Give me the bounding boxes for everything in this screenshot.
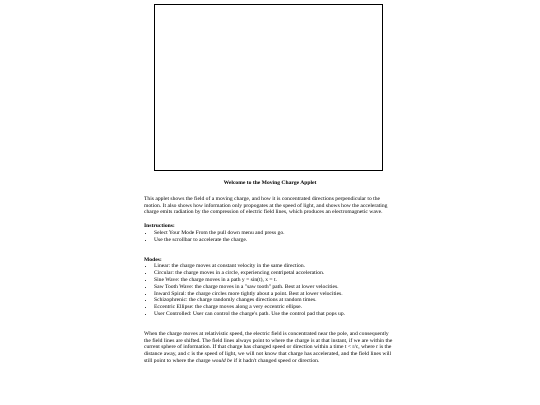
list-item: • Select Your Mode From the pull down menu and press go. [154, 230, 396, 237]
closing-emphasis: would be [211, 357, 233, 364]
list-item: • Eccentric Ellipse: the charge moves along a very eccentric ellipse. [154, 304, 396, 311]
instructions-list [144, 230, 396, 244]
modes-heading: Modes: [144, 256, 162, 263]
intro-paragraph: This applet shows the field of a moving charge, and how it is concentrated directions perpendicular to the motion. It also shows how information only propogates at the speed of light, and shows how the accelerating charge emits radiation by the compression of electric field lines, which produces an electromagnetic wave. [144, 195, 388, 216]
instructions-heading: Instructions: [144, 223, 175, 230]
page-content [144, 176, 396, 365]
closing-text-end: if it hadn't changed speed or direction. [232, 357, 320, 364]
list-item: • Sine Wave: the charge moves in a path y = sin(t), x = t. [154, 277, 396, 284]
list-item: • Schizophrenic: the charge randomly changes directions at random times. [154, 297, 396, 304]
list-item: • Circular: the charge moves in a circle, experiencing centripetal acceleration. [154, 270, 396, 277]
modes-list [144, 263, 396, 317]
list-item: • User Controlled: User can control the charge's path. Use the control pad that pops up. [154, 311, 396, 318]
page-title: Welcome to the Moving Charge Applet [223, 180, 317, 186]
list-item: • Use the scrollbar to accelerate the charge. [154, 237, 396, 244]
list-item: • Inward Spiral: the charge circles more tightly about a point. Best at lower velocities. [154, 291, 396, 298]
list-item: • Saw Tooth Wave: the charge moves in a "saw tooth" path. Best at lower velocities. [154, 284, 396, 291]
applet-canvas[interactable] [154, 4, 383, 171]
closing-text-start: When the charge moves at relativistic speed, the electric field is concentrated near the pole, and consequently the field lines are shifted. The field lines always point to where the charge is at that instant, if we are within the current sphere of information. If that charge has changed speed or direction within a time t < r/c, where r is the distance away, and c is the speed of light, we will not know that charge has accelerated, and the field lines will still point to where the charge [144, 330, 393, 364]
list-item: • Linear: the charge moves at constant velocity in the same direction. [154, 263, 396, 270]
closing-paragraph [144, 331, 396, 365]
